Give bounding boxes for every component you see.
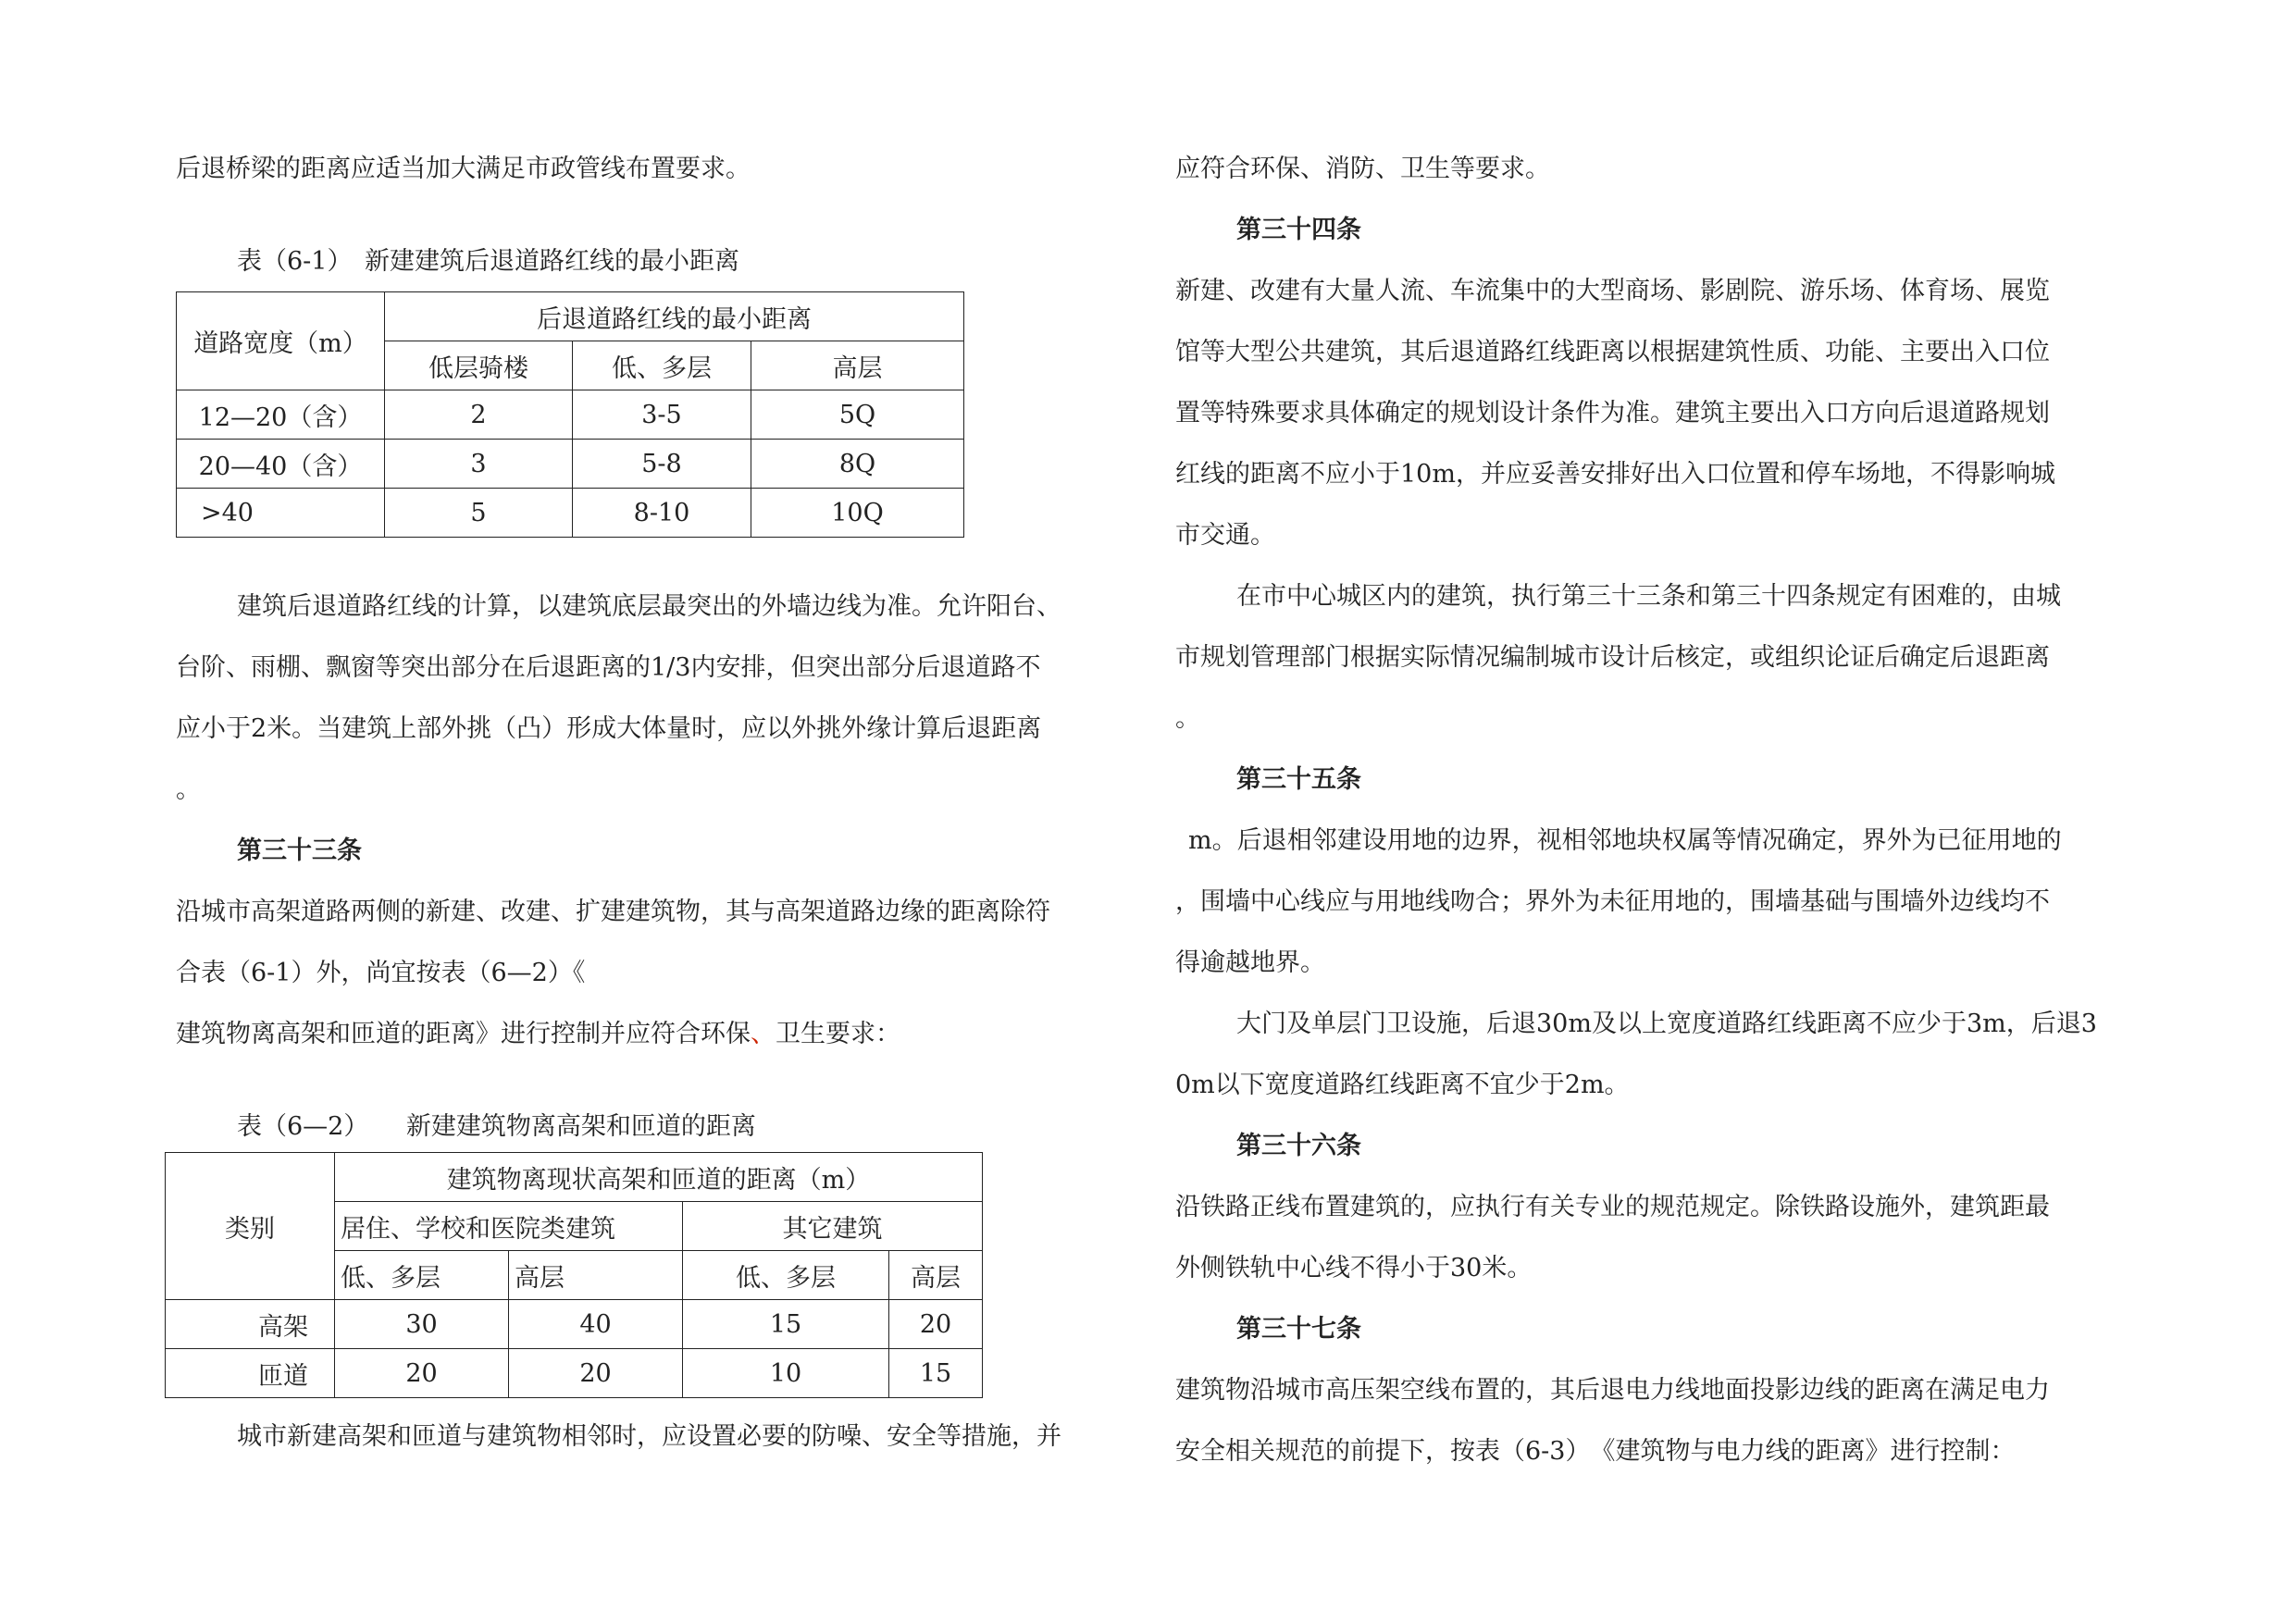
text-line: 。	[176, 775, 201, 804]
table-cell: 15	[683, 1300, 889, 1349]
table1-caption: 表（6-1） 新建建筑后退道路红线的最小距离	[237, 247, 739, 276]
table-cell: 20—40（含）	[177, 440, 385, 489]
table-cell: 12—20（含）	[177, 390, 385, 440]
text-line: 建筑物沿城市高压架空线布置的，其后退电力线地面投影边线的距离在满足电力	[1175, 1376, 2050, 1405]
text-line: 新建、改建有大量人流、车流集中的大型商场、影剧院、游乐场、体育场、展览	[1175, 277, 2050, 305]
text-line: 市交通。	[1175, 521, 1275, 550]
table-cell: 2	[385, 390, 573, 440]
table-row	[177, 292, 964, 341]
text-line: 馆等大型公共建筑，其后退道路红线距离以根据建筑性质、功能、主要出入口位	[1175, 338, 2050, 366]
table-row	[177, 489, 964, 538]
text-line	[176, 1016, 900, 1053]
text-line: 市规划管理部门根据实际情况编制城市设计后核定，或组织论证后确定后退距离	[1175, 643, 2050, 672]
table-cell: 5Q	[751, 390, 964, 440]
table-row	[166, 1153, 983, 1202]
table-cell: 20	[889, 1300, 983, 1349]
article-36-heading: 第三十六条	[1236, 1132, 1361, 1160]
table2-caption: 表（6—2） 新建建筑物离高架和匝道的距离	[237, 1112, 756, 1141]
table-cell: 5	[385, 489, 573, 538]
text-line: 外侧铁轨中心线不得小于30米。	[1175, 1254, 1533, 1282]
text-line: m。后退相邻建设用地的边界，视相邻地块权属等情况确定，界外为已征用地的	[1188, 826, 2062, 855]
table-row	[177, 440, 964, 489]
table-cell: 20	[335, 1349, 509, 1398]
text-line: 台阶、雨棚、飘窗等突出部分在后退距离的1/3内安排，但突出部分后退道路不	[176, 653, 1041, 682]
table-cell: 10	[683, 1349, 889, 1398]
text-span: 卫生要求：	[776, 1020, 900, 1048]
text-line: 在市中心城区内的建筑，执行第三十三条和第三十四条规定有困难的，由城	[1236, 582, 2061, 611]
table-header-cell: 高层	[751, 341, 964, 390]
table-cell: 5-8	[573, 440, 751, 489]
table-cell: 匝道	[166, 1349, 335, 1398]
table-cell: 3	[385, 440, 573, 489]
table-header-cell: 后退道路红线的最小距离	[385, 292, 964, 341]
table-header-cell: 高层	[889, 1251, 983, 1300]
table-row	[166, 1300, 983, 1349]
text-line: 应小于2米。当建筑上部外挑（凸）形成大体量时，应以外挑外缘计算后退距离	[176, 714, 1042, 743]
article-37-heading: 第三十七条	[1236, 1315, 1361, 1344]
text-line: 置等特殊要求具体确定的规划设计条件为准。建筑主要出入口方向后退道路规划	[1175, 399, 2050, 427]
table-row	[177, 390, 964, 440]
text-line: 应符合环保、消防、卫生等要求。	[1175, 155, 1550, 183]
text-line: 安全相关规范的前提下，按表（6-3） 《建筑物与电力线的距离》进行控制：	[1175, 1437, 2016, 1466]
table-6-2	[165, 1152, 983, 1398]
table-header-cell: 其它建筑	[683, 1202, 983, 1251]
table-header-cell: 居住、学校和医院类建筑	[335, 1202, 683, 1251]
table-cell: 40	[509, 1300, 683, 1349]
table-cell: 10Q	[751, 489, 964, 538]
text-line: 0m以下宽度道路红线距离不宜少于2m。	[1175, 1071, 1630, 1099]
table-cell: 30	[335, 1300, 509, 1349]
text-line: ，围墙中心线应与用地线吻合；界外为未征用地的，围墙基础与围墙外边线均不	[1175, 887, 2050, 916]
text-line: 。	[1175, 704, 1200, 733]
table-cell: 8Q	[751, 440, 964, 489]
text-span: 建筑物离高架和匝道的距离》进行控制并应符合环保	[176, 1020, 751, 1048]
text-line: 大门及单层门卫设施，后退30m及以上宽度道路红线距离不应少于3m，后退3	[1236, 1010, 2097, 1038]
text-line: 沿铁路正线布置建筑的，应执行有关专业的规范规定。除铁路设施外，建筑距最	[1175, 1193, 2050, 1221]
text-line: 合表（6-1）外，尚宜按表（6—2）《	[176, 959, 586, 987]
text-line: 沿城市高架道路两侧的新建、改建、扩建建筑物，其与高架道路边缘的距离除符	[176, 898, 1050, 926]
table-cell: 3-5	[573, 390, 751, 440]
table-header-cell: 建筑物离现状高架和匝道的距离（m）	[335, 1153, 983, 1202]
article-35-heading: 第三十五条	[1236, 765, 1361, 794]
table-cell: 高架	[166, 1300, 335, 1349]
text-line: 城市新建高架和匝道与建筑物相邻时，应设置必要的防噪、安全等措施，并	[237, 1422, 1061, 1451]
table-header-cell: 类别	[166, 1153, 335, 1300]
table-header-cell: 高层	[509, 1251, 683, 1300]
table-header-cell: 道路宽度（m）	[177, 292, 385, 390]
text-line: 红线的距离不应小于10m，并应妥善安排好出入口位置和停车场地，不得影响城	[1175, 460, 2055, 489]
article-34-heading: 第三十四条	[1236, 216, 1361, 244]
table-header-cell: 低、多层	[335, 1251, 509, 1300]
table-row	[166, 1349, 983, 1398]
table-cell: 20	[509, 1349, 683, 1398]
table-header-cell: 低层骑楼	[385, 341, 573, 390]
text-line: 得逾越地界。	[1175, 948, 1325, 977]
table-header-cell: 低、多层	[573, 341, 751, 390]
table-cell: >40	[177, 489, 385, 538]
text-span: 、	[751, 1020, 776, 1048]
table-6-1	[176, 291, 964, 538]
table-cell: 15	[889, 1349, 983, 1398]
table-header-cell: 低、多层	[683, 1251, 889, 1300]
article-33-heading: 第三十三条	[237, 836, 362, 865]
text-line: 后退桥梁的距离应适当加大满足市政管线布置要求。	[176, 155, 751, 183]
text-line: 建筑后退道路红线的计算，以建筑底层最突出的外墙边线为准。允许阳台、	[237, 592, 1061, 621]
table-cell: 8-10	[573, 489, 751, 538]
